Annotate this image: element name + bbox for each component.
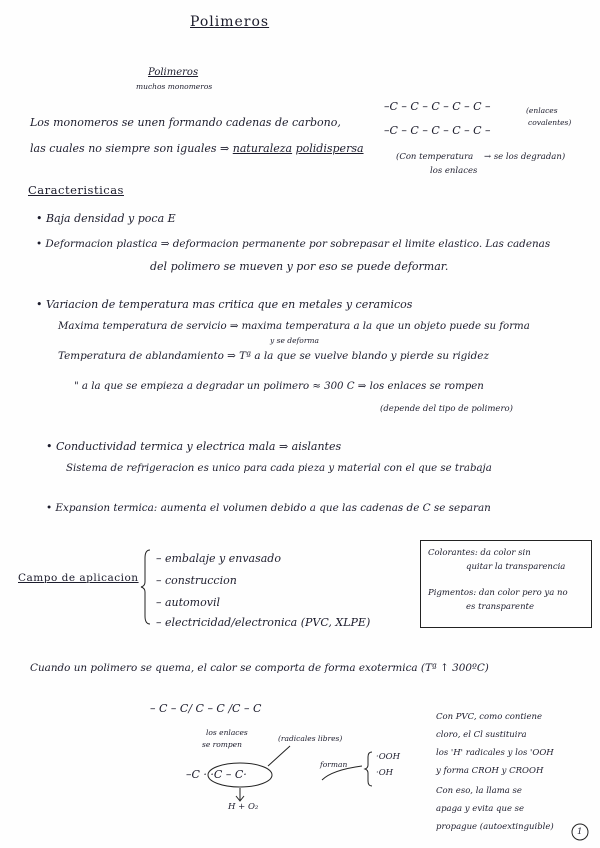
- app-packaging: – embalaje y envasado: [156, 552, 281, 565]
- intro-heading: Polimeros: [148, 67, 199, 78]
- char-softening: Temperatura de ablandamiento ⇒ Tª a la que se vuelve blando y pierde su rigidez: [58, 350, 489, 362]
- covalent-note-1: (enlaces: [526, 106, 558, 115]
- char-temperature: • Variacion de temperatura mas critica que en metales y ceramicos: [36, 298, 413, 311]
- h-plus-o2: H + O₂: [228, 802, 259, 812]
- pvc-note-5: Con eso, la llama se: [436, 786, 522, 796]
- box-note-2a: Pigmentos: dan color pero ya no: [428, 588, 568, 598]
- char-plastic-2: del polimero se mueven y por eso se puede deformar.: [150, 260, 449, 273]
- page-title: Polimeros: [190, 14, 270, 30]
- pvc-note-2: cloro, el Cl sustituira: [436, 730, 527, 740]
- temp-note-1: (Con temperatura: [396, 152, 474, 162]
- char-conductivity: • Conductividad termica y electrica mala ⇒ aislantes: [46, 440, 342, 453]
- char-max-temp: Maxima temperatura de servicio ⇒ maxima temperatura a la que un objeto puede su forma: [58, 321, 530, 332]
- break-label-2: se rompen: [202, 740, 242, 749]
- box-note-1a: Colorantes: da color sin: [428, 548, 531, 558]
- characteristics-heading: Caracteristicas: [28, 183, 124, 197]
- char-degrade: " a la que se empieza a degradar un polimero ≈ 300 C ⇒ los enlaces se rompen: [74, 381, 484, 392]
- pvc-note-7: propague (autoextinguible): [436, 822, 554, 832]
- char-refrigeration: Sistema de refrigeracion es unico para cada pieza y material con el que se trabaja: [66, 463, 492, 474]
- chain-1: –C – C – C – C – C –: [384, 100, 491, 113]
- intro-line1: Los monomeros se unen formando cadenas de carbono,: [30, 116, 341, 129]
- pvc-note-3: los 'H' radicales y los 'OOH: [436, 748, 554, 758]
- break-label-1: los enlaces: [206, 728, 248, 737]
- combustion-line: Cuando un polimero se quema, el calor se comporta de forma exotermica (Tª ↑ 300ºC): [30, 662, 489, 674]
- page-number: 1: [577, 827, 583, 837]
- forman-label: forman: [320, 760, 348, 769]
- pvc-note-6: apaga y evita que se: [436, 804, 525, 814]
- intro-line2: las cuales no siempre son iguales ⇒ naturaleza polidispersa: [30, 142, 364, 155]
- char-density: • Baja densidad y poca E: [36, 212, 176, 225]
- oh-radical: ·OH: [376, 768, 394, 778]
- char-max-temp-note: y se deforma: [270, 336, 319, 345]
- char-plastic: • Deformacion plastica ⇒ deformacion permanente por sobrepasar el limite elastico. Las cadenas: [36, 238, 551, 250]
- app-electronics: – electricidad/electronica (PVC, XLPE): [156, 616, 371, 629]
- combustion-chain: – C – C/ C – C /C – C: [150, 702, 262, 715]
- temp-note-3: los enlaces: [430, 166, 478, 176]
- app-automobile: – automovil: [156, 596, 220, 609]
- app-construction: – construccion: [156, 574, 237, 587]
- ooh-radical: ·OOH: [376, 752, 401, 762]
- box-note-1b: quitar la transparencia: [466, 562, 566, 572]
- applications-heading: Campo de aplicacion: [18, 572, 139, 584]
- applications-brace: [141, 550, 150, 624]
- pvc-note-1: Con PVC, como contiene: [436, 712, 543, 722]
- box-note-2b: es transparente: [466, 602, 534, 612]
- fragment: –C · ·C – C·: [186, 768, 247, 781]
- temp-note-2: → se los degradan): [484, 152, 566, 162]
- intro-sub: muchos monomeros: [136, 82, 213, 91]
- char-expansion: • Expansion termica: aumenta el volumen debido a que las cadenas de C se separan: [46, 502, 491, 514]
- covalent-note-2: covalentes): [528, 118, 572, 127]
- char-degrade-note: (depende del tipo de polimero): [380, 404, 513, 414]
- pvc-note-4: y forma CROH y CROOH: [436, 766, 544, 776]
- chain-2: –C – C – C – C – C –: [384, 124, 491, 137]
- radicals-label: (radicales libres): [278, 734, 343, 743]
